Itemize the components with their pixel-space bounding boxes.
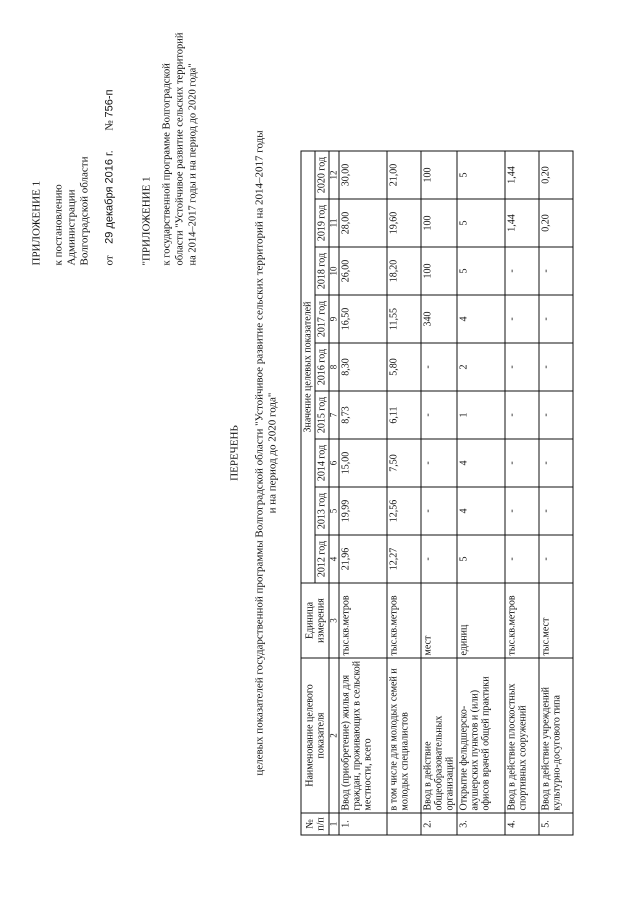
- row-unit: единиц: [457, 583, 505, 658]
- header-year: 2020 год: [315, 151, 329, 199]
- index-cell: 2: [329, 658, 339, 813]
- table-row: [421, 151, 457, 835]
- header-year: 2014 год: [315, 439, 329, 487]
- appendix-title: ПРИЛОЖЕНИЕ 1: [30, 180, 42, 265]
- row-value: 4: [457, 487, 505, 535]
- row-name: Ввод в действие плоскостных спортивных сооружений: [505, 658, 539, 813]
- row-value: -: [539, 391, 573, 439]
- index-cell: 6: [329, 439, 339, 487]
- row-value: 4: [457, 439, 505, 487]
- document-title: ПЕРЕЧЕНЬ: [228, 424, 240, 481]
- table-row: [387, 151, 421, 835]
- row-value: 8,73: [339, 391, 387, 439]
- row-value: -: [539, 439, 573, 487]
- row-value: 19,99: [339, 487, 387, 535]
- row-name: Открытие фельдшерско-акушерских пунктов и (или) офисов врачей общей практики: [457, 658, 505, 813]
- row-value: 15,00: [339, 439, 387, 487]
- table-header-row-1: [301, 151, 315, 835]
- table-index-row: [329, 151, 339, 835]
- row-value: 12,27: [387, 535, 421, 583]
- row-value: -: [421, 487, 457, 535]
- row-num: 1.: [339, 813, 387, 835]
- index-cell: 5: [329, 487, 339, 535]
- row-value: 8,30: [339, 343, 387, 391]
- row-value: -: [505, 247, 539, 295]
- row-value: -: [539, 535, 573, 583]
- decree-line-1: к постановлению: [52, 183, 64, 265]
- date-value: 29 декабря 2016 г.: [103, 149, 115, 244]
- header-name: Наименование целевого показателя: [301, 658, 329, 813]
- row-value: -: [505, 487, 539, 535]
- row-name: Ввод в действие учреждений культурно-досугового типа: [539, 658, 573, 813]
- row-num: [387, 813, 421, 835]
- row-value: 0,20: [539, 199, 573, 247]
- index-cell: 1: [329, 813, 339, 835]
- row-name: в том числе для молодых семей и молодых специалистов: [387, 658, 421, 813]
- header-year: 2018 год: [315, 247, 329, 295]
- row-value: 340: [421, 295, 457, 343]
- row-unit: мест: [421, 583, 457, 658]
- row-name: Ввод в действие общеобразовательных организаций: [421, 658, 457, 813]
- row-value: 1,44: [505, 199, 539, 247]
- header-year: 2012 год: [315, 535, 329, 583]
- index-cell: 12: [329, 151, 339, 199]
- row-value: -: [539, 343, 573, 391]
- decree-line-2: Администрации: [65, 188, 77, 265]
- row-value: 1: [457, 391, 505, 439]
- row-value: 0,20: [539, 151, 573, 199]
- row-value: 5: [457, 247, 505, 295]
- document-subtitle-line-2: и на период до 2020 года": [266, 392, 278, 513]
- document-subtitle-line-1: целевых показателей государственной программы Волгоградской области "Устойчивое развитие сельских территорий на 2014–2017 годы: [253, 129, 265, 776]
- row-unit: тыс.кв.метров: [505, 583, 539, 658]
- row-value: 26,00: [339, 247, 387, 295]
- row-value: 12,56: [387, 487, 421, 535]
- decree-line-3: Волгоградской области: [78, 156, 90, 265]
- row-num: 5.: [539, 813, 573, 835]
- row-value: 16,50: [339, 295, 387, 343]
- table-row: [539, 151, 573, 835]
- row-value: -: [505, 535, 539, 583]
- header-values-group: Значение целевых показателей: [301, 151, 315, 583]
- index-cell: 10: [329, 247, 339, 295]
- number-prefix: №: [103, 119, 115, 131]
- index-cell: 3: [329, 583, 339, 658]
- program-ref-line-1: к государственной программе Волгоградской: [161, 62, 172, 265]
- row-value: 4: [457, 295, 505, 343]
- row-value: -: [505, 343, 539, 391]
- row-value: 1,44: [505, 151, 539, 199]
- program-ref-line-3: на 2014–2017 годы и на период до 2020 года": [187, 62, 198, 265]
- row-value: 2: [457, 343, 505, 391]
- header-year: 2019 год: [315, 199, 329, 247]
- row-value: 28,00: [339, 199, 387, 247]
- date-prefix: от: [103, 254, 115, 265]
- number-value: 756-п: [103, 89, 115, 118]
- row-value: 11,55: [387, 295, 421, 343]
- row-value: -: [539, 295, 573, 343]
- index-cell: 9: [329, 295, 339, 343]
- row-value: -: [421, 439, 457, 487]
- row-value: -: [539, 487, 573, 535]
- row-value: -: [505, 391, 539, 439]
- table-row: [339, 151, 387, 835]
- row-num: 2.: [421, 813, 457, 835]
- index-cell: 7: [329, 391, 339, 439]
- row-unit: тыс.кв.метров: [339, 583, 387, 658]
- quoted-appendix: "ПРИЛОЖЕНИЕ 1: [140, 175, 152, 265]
- row-name: Ввод (приобретение) жилья для граждан, проживающих в сельской местности, всего: [339, 658, 387, 813]
- header-unit: Единица измерения: [301, 583, 329, 658]
- row-unit: тыс.мест: [539, 583, 573, 658]
- row-value: 19,60: [387, 199, 421, 247]
- decree-date-line: [103, 89, 116, 265]
- table-row: [505, 151, 539, 835]
- index-cell: 8: [329, 343, 339, 391]
- row-value: 18,20: [387, 247, 421, 295]
- row-value: 21,00: [387, 151, 421, 199]
- index-cell: 11: [329, 199, 339, 247]
- header-year: 2013 год: [315, 487, 329, 535]
- row-value: 7,50: [387, 439, 421, 487]
- row-value: -: [421, 343, 457, 391]
- row-value: -: [421, 535, 457, 583]
- row-value: -: [539, 247, 573, 295]
- row-value: -: [505, 295, 539, 343]
- row-value: 100: [421, 151, 457, 199]
- program-ref-line-2: области "Устойчивое развитие сельских территорий: [174, 31, 185, 265]
- row-num: 4.: [505, 813, 539, 835]
- row-value: 5: [457, 199, 505, 247]
- row-value: 30,00: [339, 151, 387, 199]
- header-year: 2015 год: [315, 391, 329, 439]
- index-cell: 4: [329, 535, 339, 583]
- header-year: 2017 год: [315, 295, 329, 343]
- header-num: № п/п: [301, 813, 329, 835]
- row-value: 6,11: [387, 391, 421, 439]
- row-value: 5: [457, 151, 505, 199]
- row-value: 21,96: [339, 535, 387, 583]
- row-value: -: [421, 391, 457, 439]
- row-value: -: [505, 439, 539, 487]
- row-value: 100: [421, 247, 457, 295]
- row-value: 100: [421, 199, 457, 247]
- table-row: [457, 151, 505, 835]
- row-num: 3.: [457, 813, 505, 835]
- indicators-table: [300, 150, 573, 835]
- row-value: 5,80: [387, 343, 421, 391]
- header-year: 2016 год: [315, 343, 329, 391]
- row-value: 5: [457, 535, 505, 583]
- row-unit: тыс.кв.метров: [387, 583, 421, 658]
